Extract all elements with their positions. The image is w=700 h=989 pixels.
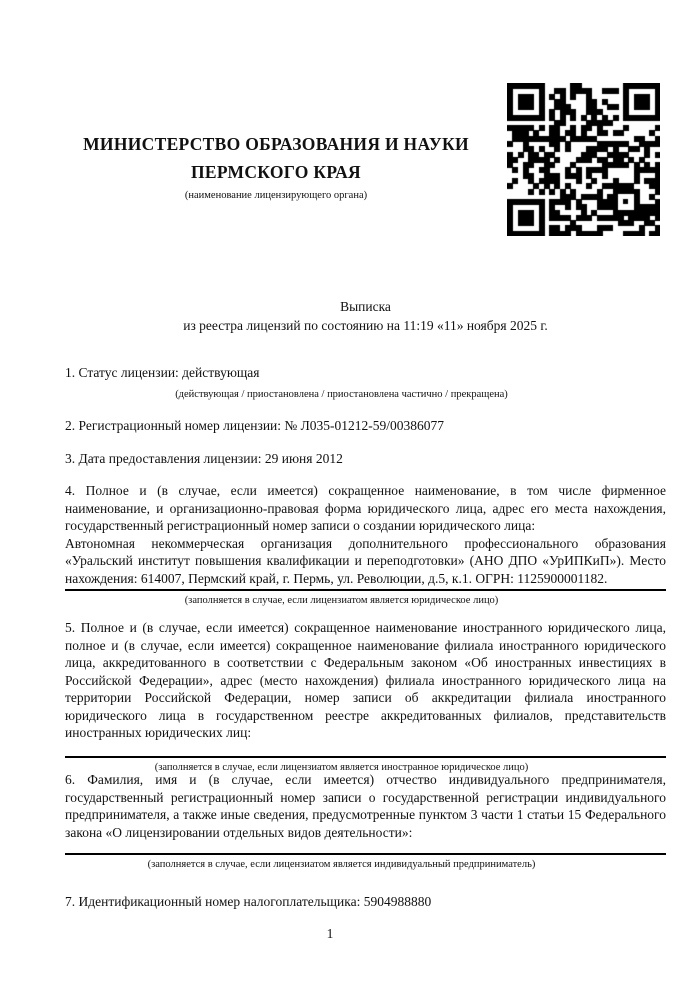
item-6-caption: (заполняется в случае, если лицензиатом является индивидуальный предприниматель) — [147, 859, 536, 870]
item-6-individual-entrepreneur — [65, 771, 666, 871]
item-3-grant-date — [65, 450, 666, 468]
fill-in-rule — [65, 756, 666, 758]
page-number: 1 — [326, 926, 334, 941]
item-4-caption: (заполняется в случае, если лицензиатом является юридическое лицо) — [184, 595, 499, 606]
licensing-authority-header — [65, 130, 487, 202]
qr-code — [507, 83, 660, 236]
document-title: Выписка — [340, 299, 391, 314]
item-4-text: 4. Полное и (в случае, если имеется) сокращенное наименование, в том числе фирменное наименование, и организационно-правовая форма юридического лица, адрес его места нахождения, государственный регистрационный номер записи о создании юридического лица: — [65, 483, 666, 533]
fill-in-rule — [65, 853, 666, 855]
item-5-text: 5. Полное и (в случае, если имеется) сокращенное наименование иностранного юридического лица, полное и (в случае, если имеется) сокращенное наименование филиала иностранного юридического лица, аккредитованного в соответствии с Федеральным законом «Об иностранных инвестициях в Российской Федерации», адрес (место нахождения) филиала иностранного юридического лица на территории Российской Федерации, номер записи об аккредитации филиала иностранного юридического лица в государственном реестре аккредитованных филиалов, представительств иностранных юридических лиц: — [65, 620, 666, 740]
item-1-text: 1. Статус лицензии: действующая — [65, 365, 260, 380]
ministry-name-line2: ПЕРМСКОГО КРАЯ — [191, 162, 361, 182]
fill-in-rule — [65, 589, 666, 591]
document-subtitle: из реестра лицензий по состоянию на 11:19 «11» ноября 2025 г. — [183, 318, 548, 333]
item-5-foreign-entity — [65, 619, 666, 774]
ministry-name-caption: (наименование лицензирующего органа) — [184, 190, 368, 201]
item-7-taxpayer-id — [65, 893, 666, 911]
item-2-text: 2. Регистрационный номер лицензии: № Л035-01212-59/00386077 — [65, 418, 445, 433]
item-2-registration-number — [65, 417, 666, 435]
item-1-caption: (действующая / приостановлена / приостановлена частично / прекращена) — [175, 388, 508, 400]
item-1-license-status — [65, 364, 666, 401]
item-7-text: 7. Идентификационный номер налогоплательщика: 5904988880 — [65, 894, 432, 909]
item-3-text: 3. Дата предоставления лицензии: 29 июня 2012 — [65, 451, 343, 466]
item-4-value: Автономная некоммерческая организация дополнительного профессионального образования «Уральский институт повышения квалификации и переподготовки» (АНО ДПО «УрИПКиП»). Место нахождения: 614007, Пермский край, г. Пермь, ул. Революции, д.5, к.1. ОГРН: 1125900001182. — [65, 535, 666, 586]
item-5-caption: (заполняется в случае, если лицензиатом является иностранное юридическое лицо) — [154, 761, 529, 773]
item-6-text: 6. Фамилия, имя и (в случае, если имеется) отчество индивидуального предпринимателя, государственный регистрационный номер записи о государственной регистрации индивидуального предпринимателя, а также иные сведения, предусмотренные пунктом 3 части 1 статьи 15 Федерального закона «О лицензировании отдельных видов деятельности»: — [65, 772, 666, 840]
ministry-name-line1: МИНИСТЕРСТВО ОБРАЗОВАНИЯ И НАУКИ — [83, 134, 469, 154]
item-4-legal-entity — [65, 482, 666, 607]
document-title-block — [65, 297, 666, 335]
